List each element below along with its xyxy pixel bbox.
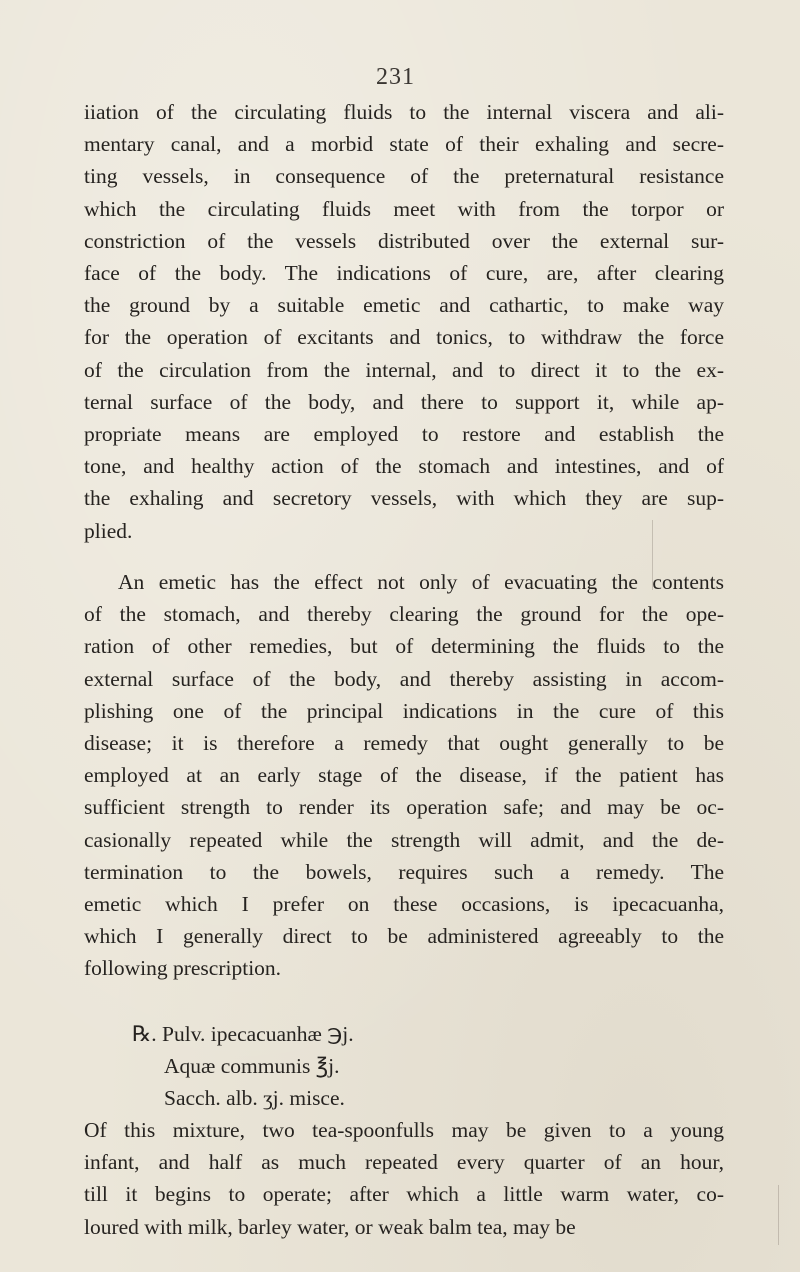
prescription-line: Sacch. alb. ʒj. misce. <box>164 1086 345 1111</box>
text-line: ting vessels, in consequence of the preternatural resistance <box>84 164 724 189</box>
text-line: external surface of the body, and thereby assisting in accom- <box>84 666 724 691</box>
text-line: plied. <box>84 518 133 543</box>
text-line: infant, and half as much repeated every quarter of an hour, <box>84 1150 724 1175</box>
text-line: which the circulating fluids meet with from the torpor or <box>84 196 724 221</box>
text-line: tone, and healthy action of the stomach and intestines, and of <box>84 454 724 479</box>
text-line: till it begins to operate; after which a little warm water, co- <box>84 1182 724 1207</box>
text-line: emetic which I prefer on these occasions, is ipecacuanha, <box>84 892 724 917</box>
paragraph-indications-of-cure <box>84 96 724 547</box>
text-line: following prescription. <box>84 956 282 981</box>
prescription-line: ℞. Pulv. ipecacuanhæ ℈j. <box>132 1022 354 1046</box>
text-line: the exhaling and secretory vessels, with which they are sup- <box>84 486 724 511</box>
text-line: the ground by a suitable emetic and cathartic, to make way <box>84 293 724 318</box>
text-line: propriate means are employed to restore and establish the <box>84 422 724 447</box>
paper-fold-mark <box>778 1185 779 1245</box>
page-number: 231 <box>376 64 415 90</box>
paragraph-emetic <box>84 566 724 985</box>
text-line: plishing one of the principal indications in the cure of this <box>84 698 724 723</box>
text-line: loured with milk, barley water, or weak balm tea, may be <box>84 1214 576 1239</box>
text-line: of the stomach, and thereby clearing the ground for the ope- <box>84 602 724 627</box>
text-line: for the operation of excitants and tonics, to withdraw the force <box>84 325 724 350</box>
text-line: employed at an early stage of the disease, if the patient has <box>84 763 724 788</box>
text-line: sufficient strength to render its operation safe; and may be oc- <box>84 795 724 820</box>
prescription <box>84 1018 724 1115</box>
text-line: Of this mixture, two tea-spoonfulls may be given to a young <box>84 1118 724 1142</box>
paragraph-dosage <box>84 1114 724 1243</box>
text-line: of the circulation from the internal, and to direct it to the ex- <box>84 357 724 382</box>
text-line: casionally repeated while the strength will admit, and the de- <box>84 827 724 852</box>
text-line: iiation of the circulating fluids to the internal viscera and ali- <box>84 100 724 124</box>
text-line: face of the body. The indications of cure, are, after clearing <box>84 261 724 286</box>
text-line: constriction of the vessels distributed over the external sur- <box>84 228 724 253</box>
paper-fold-mark <box>652 520 653 590</box>
text-line: mentary canal, and a morbid state of their exhaling and secre- <box>84 132 724 157</box>
text-line: ration of other remedies, but of determining the fluids to the <box>84 634 724 659</box>
prescription-line: Aquæ communis ℥j. <box>164 1054 340 1079</box>
text-line: An emetic has the effect not only of evacuating the contents <box>118 570 724 594</box>
text-line: termination to the bowels, requires such a remedy. The <box>84 859 724 884</box>
text-line: ternal surface of the body, and there to support it, while ap- <box>84 389 724 414</box>
text-line: disease; it is therefore a remedy that ought generally to be <box>84 731 724 756</box>
text-line: which I generally direct to be administered agreeably to the <box>84 924 724 949</box>
